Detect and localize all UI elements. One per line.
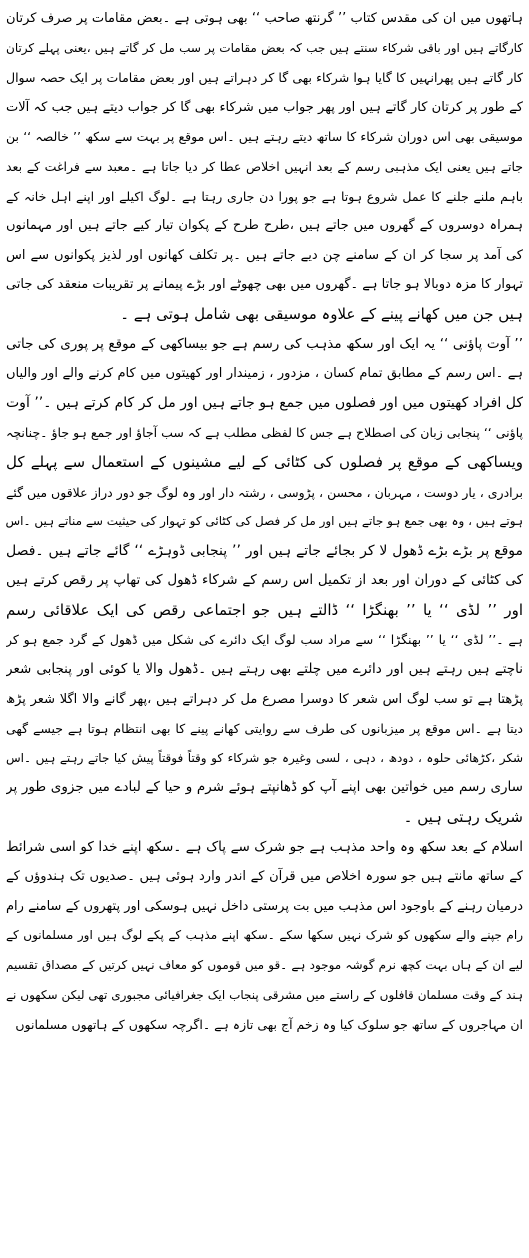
text-line: لیے ان کے ہاں بہت کچھ نرم گوشہ موجود ہے ۔قو میں قوموں کو معاف نہیں کرتیں کے مصداق تقسیم (6, 958, 523, 972)
text-line: ہے ۔اس رسم کے مطابق تمام کسان ، مزدور ، زمیندار اور کھیتوں میں کام کرنے والے اور والیاں (6, 366, 523, 382)
paragraph-3 (6, 833, 523, 1040)
text-line: پاؤنی ‘‘ پنجابی زبان کی اصطلاح ہے جس کا لفظی مطلب ہے کہ سب آجاؤ اور جمع ہو جاؤ ۔چنانچہ (6, 425, 523, 441)
text-line: اور ’’ لڈی ‘‘ یا ’’ بھنگڑا ‘‘ ڈالتے ہیں جو اجتماعی رقص کی ایک علاقائی رسم (6, 600, 523, 619)
text-line: ہوتے ہیں ، وہ بھی جمع ہو جاتے ہیں اور مل کر فصل کی کٹائی کو تہوار کی حیثیت سے مناتے ہیں ۔اس (6, 514, 523, 529)
text-line: شریک رہتی ہیں ۔ (403, 808, 523, 827)
text-line: تہوار کا مزہ دوبالا ہو جاتا ہے ۔گھروں میں بھی چھوٹے اور بڑے پیمانے پر تقریبات منعقد کی جاتی (6, 277, 523, 293)
text-line: کی کٹائی کے دوران اور بعد از تکمیل اس رسم کے شرکاء ڈھول کی تھاپ پر رقص کرتے ہیں (6, 572, 523, 589)
paragraph-2 (6, 330, 523, 833)
paragraph-1 (6, 4, 523, 330)
text-line: کل افراد کھیتوں میں اور فصلوں میں جمع ہو جاتے ہیں اور مل کر کام کرتے ہیں ۔’’ آوت (6, 394, 523, 411)
text-line: ہاتھوں میں ان کی مقدس کتاب ’’ گرنتھ صاحب ‘‘ بھی ہوتی ہے ۔بعض مقامات پر صرف کرتان (6, 11, 523, 26)
text-line: دیتا ہے ۔اس موقع پر میزبانوں کی طرف سے روایتی کھانے پینے کا بھی انتظام ہوتا ہے جیسے گھی (6, 721, 523, 737)
text-line: ہیں جن میں کھانے پینے کے علاوہ موسیقی بھی شامل ہوتی ہے ۔ (120, 304, 523, 323)
text-line: ان مہاجروں کے ساتھ جو سلوک کیا وہ زخم آج بھی تازہ ہے ۔اگرچہ سکھوں کے ہاتھوں مسلمانوں (15, 1017, 523, 1033)
text-line: ناچتے ہیں رہتے ہیں اور دائرے میں چلتے بھی رہتے ہیں ۔ڈھول والا یا کوئی اور پنجابی شعر (6, 661, 523, 678)
text-line: کارگاتے ہیں اور باقی شرکاء سنتے ہیں جب کہ بعض مقامات پر سب مل کر گاتے ہیں ،یعنی پہلے کرتان (6, 40, 523, 55)
text-line: موقع پر بڑے بڑے ڈھول لا کر بجائے جاتے ہیں اور ’’ پنجابی ڈوہڑے ‘‘ گائے جاتے ہیں ۔فصل (6, 542, 523, 559)
text-line: باہم ملنے جلنے کا عمل شروع ہوتا ہے جو پورا دن جاری رہتا ہے ۔لوگ اکیلے اور اپنے اہل خانہ کے (6, 188, 523, 204)
text-line: ساری رسم میں خواتین بھی اپنے آپ کو ڈھانپتے ہوئے شرم و حیا کے لبادے میں جزوی طور پر (6, 779, 523, 796)
text-line: کار گاتے ہیں پھرانہیں کا گایا ہوا شرکاء بھی گا کر دہراتے ہیں اور بعض مقامات پر ایک حصہ سوال (6, 70, 523, 86)
text-line: ہمراہ دوسروں کے گھروں میں جاتے ہیں ،طرح طرح کے پکوان تیار کیے جاتے ہیں اور مہمانوں (6, 218, 523, 234)
text-line: جاتے ہیں یعنی ایک مذہبی رسم کے بعد انہیں اخلاص عطا کر دیا جاتا ہے ۔معبد سے فراغت کے بعد (6, 158, 523, 174)
text-line: شکر ،کڑھائی حلوہ ، دودھ ، دہی ، لسی وغیرہ جو شرکاء کو وقتاً فوقتاً پیش کیا جاتے رہتے ہیں ۔اس (6, 750, 523, 765)
text-line: کے ساتھ مانتے ہیں جو سورہ اخلاص میں قرآن کے اندر وارد ہوئی ہیں ۔صدیوں تک ہندوؤں کے (6, 869, 523, 885)
text-line: پڑھتا ہے تو سب لوگ اس شعر کا دوسرا مصرع مل کر دہراتے ہیں ،پھر گانے والا اگلا شعر پڑھ (6, 691, 523, 707)
text-line: درمیان رہنے کے باوجود اس مذہب میں بت پرستی داخل نہیں ہوسکی اور پتھروں کے سامنے رام (6, 898, 523, 914)
text-line: ’’ آوت پاؤنی ‘‘ یہ ایک اور سکھ مذہب کی رسم ہے جو بیساکھی کے موقع پر پوری کی جاتی (6, 335, 523, 352)
text-line: ویساکھی کے موقع پر فصلوں کی کٹائی کے لیے مشینوں کے استعمال سے پہلے کل (6, 452, 523, 471)
text-line: اسلام کے بعد سکھ وہ واحد مذہب ہے جو شرک سے پاک ہے ۔سکھ اپنے خدا کو اسی شرائط (6, 838, 523, 855)
text-line: موسیقی بھی اس دوران شرکاء کا ساتھ دیتے رہتے ہیں ۔اس موقع پر بہت سے سکھ ’’ خالصہ ‘‘ بن (6, 129, 523, 145)
text-line: ہے ۔’’ لڈی ‘‘ یا ’’ بھنگڑا ‘‘ سے مراد سب لوگ ایک دائرے کی شکل میں ڈھول کے گرد جمع ہو کر (6, 632, 523, 648)
text-line: کے طور پر کرتان کار گاتے ہیں اور پھر جواب میں شرکاء بھی گا کر جواب دیتے ہیں جب کہ آلات (6, 99, 523, 115)
text-line: ہند کے وقت مسلمان قافلوں کے راستے میں مشرقی پنجاب ایک جغرافیائی مجبوری تھی لیکن سکھوں نے (6, 987, 523, 1002)
text-line: رام جپنے والے سکھوں کو شرک نہیں سکھا سکے ۔سکھ اپنے مذہب کے پکے لوگ ہیں اور مسلمانوں کے (6, 928, 523, 943)
text-line: برادری ، یار دوست ، مہربان ، محسن ، پڑوسی ، رشتہ دار اور وہ لوگ جو دور دراز علاقوں میں گئے (6, 484, 523, 500)
text-line: کی آمد پر سجا کر ان کے سامنے چن دیے جاتے ہیں ۔پر تکلف کھانوں اور لذیز پکوانوں سے اس (6, 247, 523, 263)
